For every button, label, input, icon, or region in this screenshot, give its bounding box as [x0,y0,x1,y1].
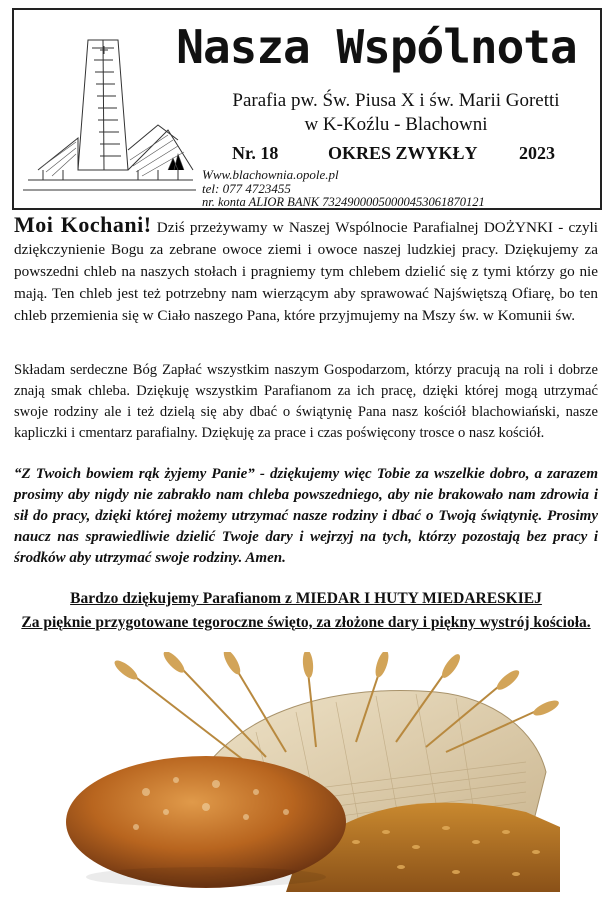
bank-account: nr. konta ALIOR BANK 73249000050000453061870121 [202,195,485,209]
thanks-heading: Bardzo dziękujemy Parafianom z MIEDAR I HUTY MIEDARESKIEJ [70,590,542,607]
letter-paragraph-1 [14,214,598,327]
phone-number: tel: 077 4723455 [202,181,291,196]
greeting: Moi Kochani! [14,212,152,237]
website-link[interactable]: Www.blachownia.opole.pl [202,167,339,182]
parish-location: w K-Koźlu - Blachowni [304,114,488,135]
issue-year: 2023 [519,143,555,163]
letter-paragraph-1-text: Dziś przeżywamy w Naszej Wspólnocie Parafialnej DOŻYNKI - czyli dziękczynienie Bogu za zebrane owoce ziemi i owoce naszej ludzkiej pracy. Dziękujemy za powszedni chleb na naszych stołach i pragniemy tym chlebem dzielić się z tymi którzy go nie mają. Ten chleb jest też potrzebny nam wierzącym aby sprawować Najświętszą Ofiarę, bo ten chleb przemienia się w Ciało naszego Pana, które przyjmujemy na Mszy św. w Komunii św. [14,219,598,324]
bread-and-wheat-image [56,652,560,892]
newsletter-header [12,8,602,210]
prayer-text: “Z Twoich bowiem rąk żyjemy Panie” - dziękujemy więc Tobie za wszelkie dobro, a zarazem prosimy aby nigdy nie zabrakło nam chleba powszedniego, aby nie brakowało nam zdrowia i sił do pracy, dzięki której możemy utrzymać nasze rodziny i dbać o Twoją świątynię. Prosimy naucz nas sprawiedliwie dzielić Twoje dary i wejrzyj na tych, którzy pozostają bez pracy i środków aby utrzymać swoje rodziny. Amen. [14,466,598,566]
issue-number: Nr. 18 [232,143,279,163]
letter-paragraph-2: Składam serdeczne Bóg Zapłać wszystkim naszym Gospodarzom, którzy pracują na roli i dobrze znają smak chleba. Dziękuję wszystkim Parafianom za ich pracę, dzięki której mogą utrzymać swoje rodziny ale i też dzielą się aby dbać o świątynię Pana nasz kościół blachowiański, nasze kapliczki i cmentarz parafialny. Dziękuję za prace i czas poświęcony trosce o nasz kościół. [14,362,598,441]
newsletter-title: Nasza Wspólnota [176,20,577,74]
parish-name: Parafia pw. Św. Piusa X i św. Marii Goretti [232,90,560,111]
liturgical-period: OKRES ZWYKŁY [328,143,478,163]
thanks-subheading: Za pięknie przygotowane tegoroczne święto, za złożone dary i piękny wystrój kościoła. [21,614,591,631]
